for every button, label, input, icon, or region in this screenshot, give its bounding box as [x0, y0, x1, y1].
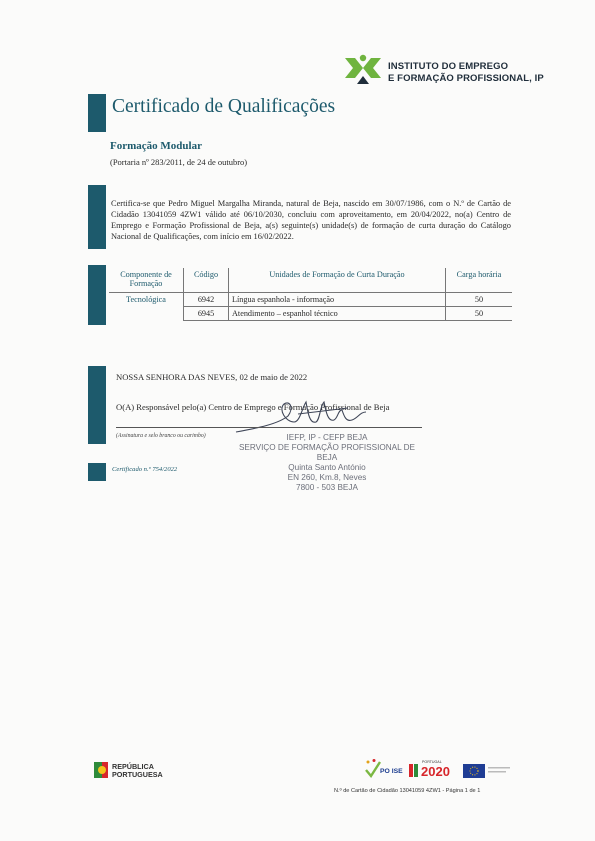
stamp-line-1: IEFP, IP - CEFP BEJA	[286, 433, 368, 442]
table-row	[109, 307, 512, 321]
responsible-entity: O(A) Responsável pelo(a) Centro de Emprego e Formação Profissional de Beja	[116, 402, 390, 412]
document-title: Certificado de Qualificações	[112, 96, 336, 117]
portugal-label: PORTUGAL	[422, 760, 442, 764]
official-stamp	[232, 433, 422, 493]
iefp-logo-icon	[343, 54, 383, 88]
code-cell: 6942	[184, 293, 229, 307]
signature-note: (Assinatura e selo branco ou carimbo)	[116, 433, 206, 439]
logo-line-2: E FORMAÇÃO PROFISSIONAL, IP	[388, 73, 544, 84]
republica-portuguesa-logo-icon	[92, 760, 110, 780]
stamp-line-5: 7800 - 503 BEJA	[296, 483, 358, 492]
unit-cell: Atendimento – espanhol técnico	[229, 307, 446, 321]
component-cell: Tecnológica	[126, 294, 166, 304]
portugal-2020-icon	[408, 763, 420, 778]
place-and-date: NOSSA SENHORA DAS NEVES, 02 de maio de 2022	[116, 372, 308, 382]
signature-line	[116, 427, 422, 428]
stamp-line-4: EN 260, Km.8, Neves	[287, 473, 367, 482]
header-hours: Carga horária	[446, 268, 513, 293]
certification-statement: Certifica-se que Pedro Miguel Margalha Miranda, natural de Beja, nascido em 30/07/1986, com o N.º de Cartão de Cidadão 13041059 4ZW1 válido até 06/10/2030, concluiu com aproveitamento, em 20/04/2022, no(a) Centro de Emprego e Formação Profissional de Beja, a(s) seguinte(s) unidade(s) de formação de curta duração do Catálogo Nacional de Qualificações, com início em 16/02/2022.	[111, 199, 511, 241]
page-footer-info: N.º de Cartão de Cidadão 13041059 4ZW1 - Página 1 de 1	[334, 788, 481, 794]
unit-cell: Língua espanhola - informação	[229, 293, 446, 307]
republica-portuguesa-text	[112, 763, 163, 779]
header-units: Unidades de Formação de Curta Duração	[229, 268, 446, 293]
body-accent-bar	[88, 185, 106, 249]
stamp-line-2: SERVIÇO DE FORMAÇÃO PROFISSIONAL DE BEJA	[238, 443, 416, 462]
table-header-row	[109, 268, 512, 293]
document-subtitle: Formação Modular	[110, 140, 202, 152]
portaria-reference: (Portaria nº 283/2011, de 24 de outubro)	[110, 157, 248, 167]
header-code: Código	[184, 268, 229, 293]
table-accent-bar	[88, 265, 106, 325]
cert-number-accent-bar	[88, 463, 106, 481]
eu-flag-icon	[463, 764, 513, 778]
logo-line-1: INSTITUTO DO EMPREGO	[388, 61, 509, 72]
stamp-line-3: Quinta Santo António	[288, 463, 366, 472]
republic-line-2: PORTUGUESA	[112, 770, 163, 779]
po-ise-logo	[362, 758, 402, 785]
table-row	[109, 293, 512, 307]
training-units-table	[109, 268, 512, 321]
code-cell: 6945	[184, 307, 229, 321]
po-ise-label: PO ISE	[380, 768, 403, 775]
hours-cell: 50	[446, 307, 513, 321]
republic-line-1: REPÚBLICA	[112, 762, 154, 771]
header-component: Componente de Formação	[109, 268, 184, 293]
signature-accent-bar	[88, 366, 106, 444]
certificate-number: Certificado n.º 754/2022	[112, 466, 178, 473]
iefp-logo-text	[388, 61, 544, 85]
handwritten-signature-icon	[228, 388, 398, 438]
component-cell-empty	[109, 307, 184, 321]
hours-cell: 50	[446, 293, 513, 307]
title-accent-bar	[88, 94, 106, 132]
p2020-label: 2020	[421, 764, 450, 779]
